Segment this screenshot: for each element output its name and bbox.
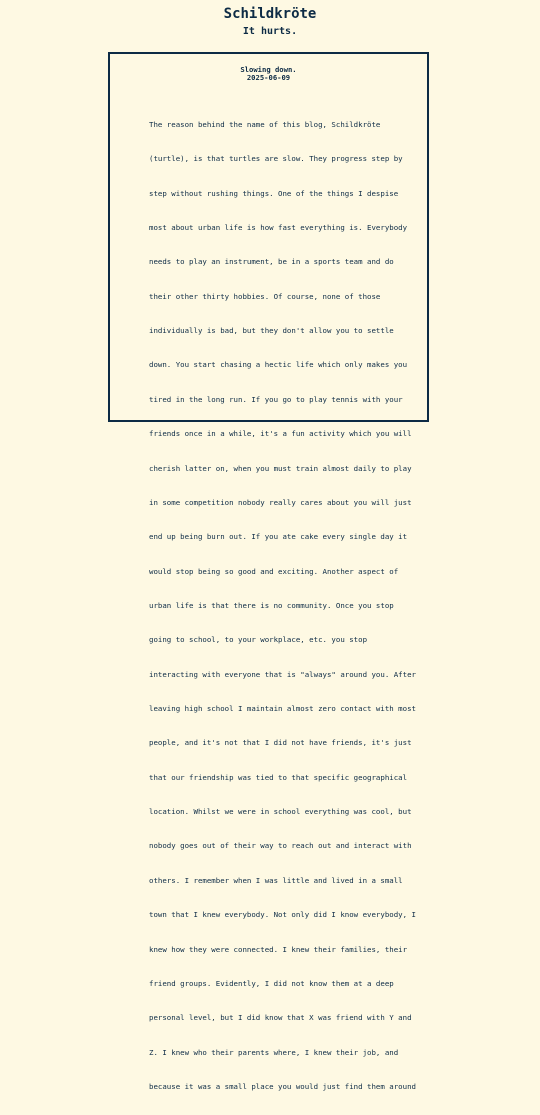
post-line: because it was a small place you would just find them around xyxy=(149,1081,416,1091)
post-line: end up being burn out. If you ate cake every single day it xyxy=(149,532,408,542)
post-line: others. I remember when I was little and lived in a small xyxy=(149,875,403,885)
post-line: town that I knew everybody. Not only did I know everybody, I xyxy=(149,910,416,920)
post-line: step without rushing things. One of the things I despise xyxy=(149,188,399,198)
post-line: would stop being so good and exciting. Another aspect of xyxy=(149,566,399,576)
post-line: going to school, to your workplace, etc. you stop xyxy=(149,635,368,645)
post-line: needs to play an instrument, be in a sports team and do xyxy=(149,257,394,267)
site-title[interactable]: Schildkröte xyxy=(223,6,317,22)
post-line: friend groups. Evidently, I did not know them at a deep xyxy=(149,978,394,988)
post-line: people, and it's not that I did not have friends, it's just xyxy=(149,738,412,748)
post-line: most about urban life is how fast everything is. Everybody xyxy=(149,222,408,232)
post-line: cherish latter on, when you must train almost daily to play xyxy=(149,463,412,473)
post-line: friends once in a while, it's a fun activity which you will xyxy=(149,429,412,439)
post-title[interactable]: Slowing down. xyxy=(240,65,297,74)
post-line: interacting with everyone that is "always" around you. After xyxy=(149,669,416,679)
post-date: 2025-06-09 xyxy=(246,73,291,82)
post-line: location. Whilst we were in school everything was cool, but xyxy=(149,807,412,817)
post-line: down. You start chasing a hectic life which only makes you xyxy=(149,360,408,370)
post-line: (turtle), is that turtles are slow. They progress step by xyxy=(149,154,403,164)
post-line: The reason behind the name of this blog, Schildkröte xyxy=(149,119,381,129)
post-line: individually is bad, but they don't allow you to settle xyxy=(149,326,394,336)
post-line: in some competition nobody really cares about you will just xyxy=(149,497,412,507)
post-line: that our friendship was tied to that specific geographical xyxy=(149,772,408,782)
blog-post xyxy=(108,52,429,1091)
post-line: tired in the long run. If you go to play tennis with your xyxy=(149,394,403,404)
post-line: knew how they were connected. I knew their families, their xyxy=(149,944,408,954)
post-line: Z. I knew who their parents where, I knew their job, and xyxy=(149,1047,399,1057)
post-line: personal level, but I did know that X was friend with Y and xyxy=(149,1013,412,1023)
post-line: their other thirty hobbies. Of course, none of those xyxy=(149,291,381,301)
post-line: urban life is that there is no community. Once you stop xyxy=(149,600,394,610)
site-subtitle: It hurts. xyxy=(242,26,298,37)
post-line: leaving high school I maintain almost zero contact with most xyxy=(149,704,416,714)
post-line: nobody goes out of their way to reach out and interact with xyxy=(149,841,412,851)
post-body xyxy=(149,96,416,1115)
